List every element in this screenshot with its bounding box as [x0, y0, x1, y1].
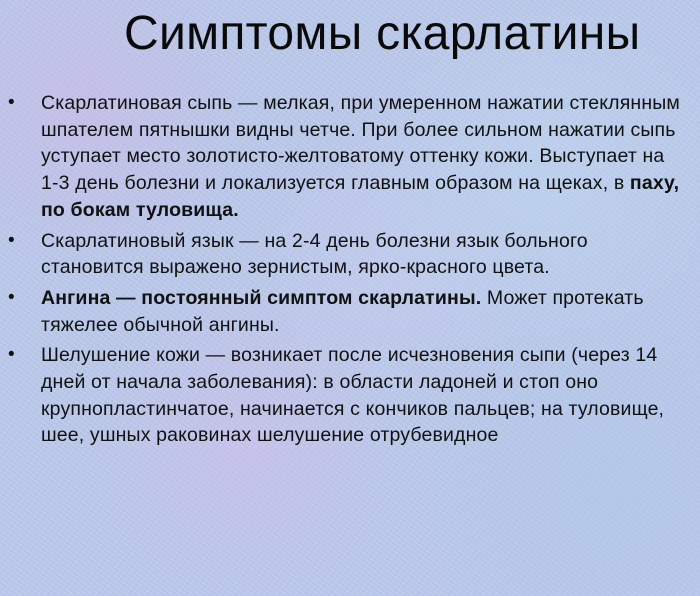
bullet-bold-text: паху, по бокам туловища. [41, 172, 680, 221]
bullet-item-rash [0, 90, 700, 224]
bullet-bold-text: Ангина — постоянный симптом скарлатины. [41, 286, 482, 309]
bullet-text: Скарлатиновая сыпь — мелкая, при умеренном нажатии стеклянным шпателем пятнышки видны четче. При более сильном нажатии сыпь уступает место золотисто-желтоватому оттенку кожи. Выступает на 1-3 день болезни и локализуется главным образом на щеках, в [41, 92, 680, 195]
bullet-item-angina [0, 285, 700, 338]
bullet-text: Шелушение кожи — возникает после исчезновения сыпи (через 14 дней от начала заболевания): в области ладоней и стоп оно крупнопластинчатое, начинается с кончиков пальцев; на туловище, шее, ушных раковинах шелушение отрубевидное [41, 344, 665, 447]
slide-title: Симптомы скарлатины [124, 7, 641, 60]
bullet-item-peeling [0, 342, 700, 449]
bullet-text: Может протекать тяжелее обычной ангины. [41, 286, 644, 336]
bullet-text: Скарлатиновый язык — на 2-4 день болезни язык больного становится выражено зернистым, ярко-красного цвета. [41, 229, 588, 279]
bullet-item-tongue [0, 228, 700, 281]
bullet-list [0, 90, 700, 453]
